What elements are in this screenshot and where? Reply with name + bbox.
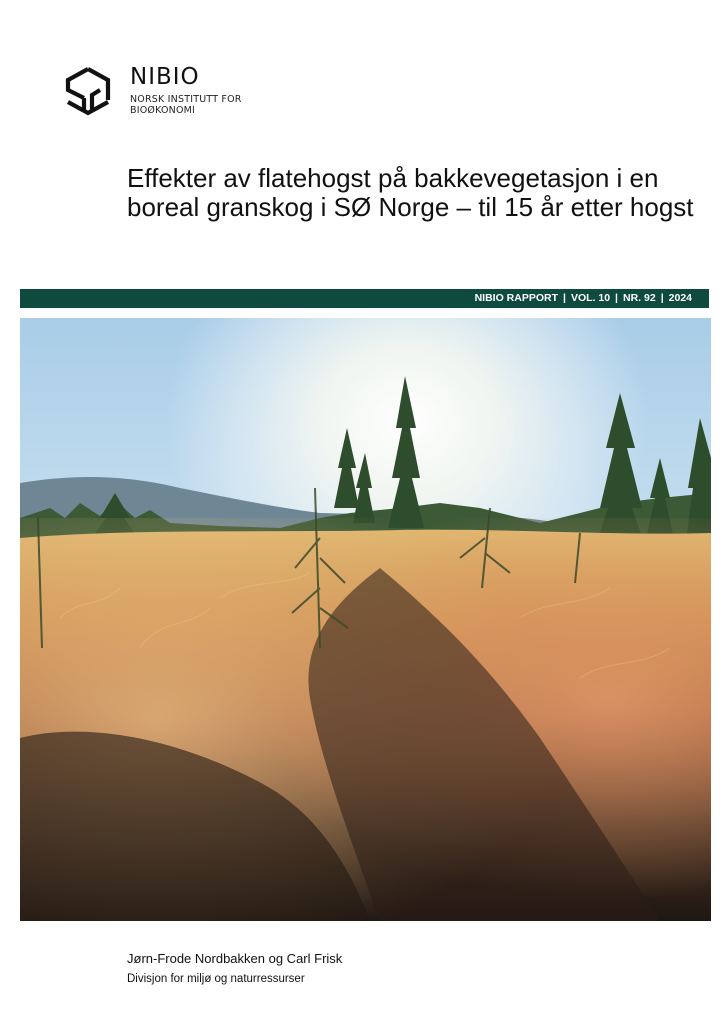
series-number: NR. 92 xyxy=(623,292,656,304)
report-authors: Jørn-Frode Nordbakken og Carl Frisk xyxy=(127,951,343,966)
series-publisher: NIBIO RAPPORT xyxy=(474,292,558,304)
report-title: Effekter av flatehogst på bakkevegetasjon i en boreal granskog i SØ Norge – til 15 år etter hogst xyxy=(127,163,694,222)
nibio-logo xyxy=(64,64,264,124)
report-division: Divisjon for miljø og naturressurser xyxy=(127,973,305,985)
series-separator: | xyxy=(660,292,664,304)
brand-subtitle-line1: NORSK INSTITUTT FOR xyxy=(130,94,242,105)
nibio-hexagon-icon xyxy=(64,66,112,116)
brand-name: NIBIO xyxy=(130,64,200,90)
series-band xyxy=(20,289,709,308)
clearcut-forest-photo xyxy=(20,318,711,921)
series-separator: | xyxy=(562,292,566,304)
brand-subtitle-line2: BIOØKONOMI xyxy=(130,105,196,116)
series-year: 2024 xyxy=(668,292,692,304)
series-volume: VOL. 10 xyxy=(570,292,611,304)
brand-subtitle xyxy=(130,94,242,116)
series-separator: | xyxy=(615,292,618,304)
